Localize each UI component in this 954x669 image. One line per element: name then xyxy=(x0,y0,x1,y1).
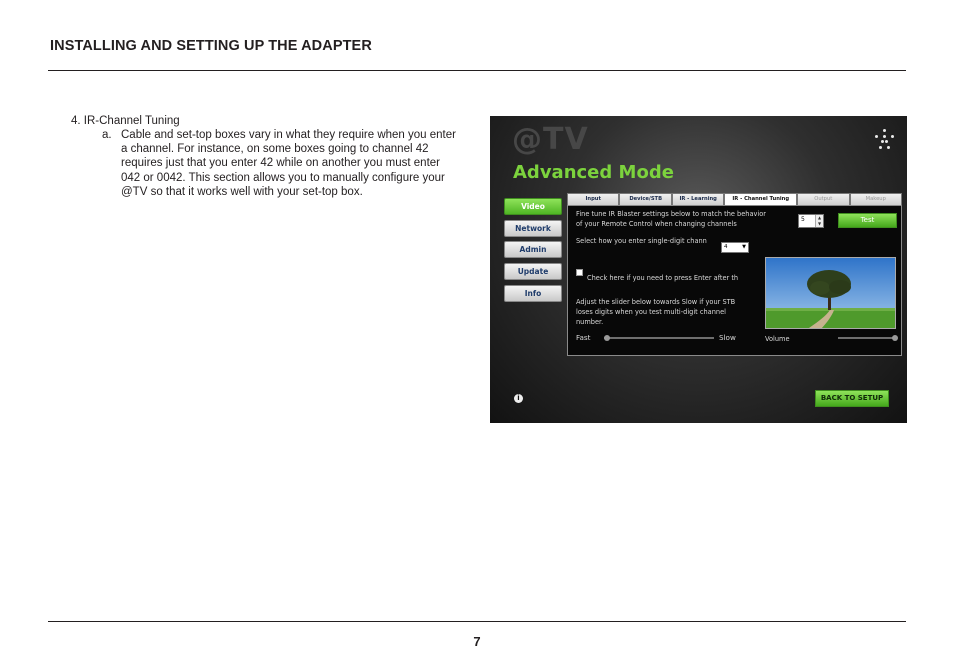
stepper-arrows-icon[interactable]: ▲ ▼ xyxy=(815,215,823,227)
substep-text: Cable and set-top boxes vary in what they require when you enter a channel. For instance, on some boxes going to channel 42 requires just that you enter 42 while on another you must enter 042 or 0042. This section allows you to manually configure your @TV so that it works well with your set-top box. xyxy=(121,129,456,198)
delay-stepper-value: 5 xyxy=(801,216,805,223)
speed-slider-handle[interactable] xyxy=(604,335,610,341)
atv-logo: @TV xyxy=(512,122,589,157)
instruction-line-1: Fine tune IR Blaster settings below to match the behavior xyxy=(576,210,766,218)
nav-admin-button[interactable]: Admin xyxy=(504,241,562,258)
tab-ir-channel-tuning[interactable]: IR - Channel Tuning xyxy=(724,193,797,205)
settings-tabs xyxy=(567,193,902,205)
slider-help-line-2: loses digits when you test multi-digit channel xyxy=(576,308,726,316)
info-icon[interactable]: i xyxy=(514,394,523,403)
substep-marker: a. xyxy=(102,129,112,141)
nav-info-button[interactable]: Info xyxy=(504,285,562,302)
header-divider xyxy=(48,70,906,71)
substep-a xyxy=(102,128,462,199)
tab-device-stb[interactable]: Device/STB xyxy=(619,193,671,205)
speed-slider-track[interactable] xyxy=(604,337,714,339)
single-digit-select-value: 4 xyxy=(724,244,728,250)
page-number: 7 xyxy=(473,634,481,649)
delay-stepper[interactable] xyxy=(798,214,824,228)
tab-output[interactable]: Output xyxy=(797,193,849,205)
advanced-mode-title: Advanced Mode xyxy=(513,162,674,183)
slow-label: Slow xyxy=(719,333,736,342)
fast-label: Fast xyxy=(576,333,591,342)
footer-divider xyxy=(48,621,906,622)
tab-ir-learning[interactable]: IR - Learning xyxy=(672,193,724,205)
slider-help-line-3: number. xyxy=(576,318,604,326)
tree-landscape-image xyxy=(765,257,896,329)
tab-input[interactable]: Input xyxy=(567,193,619,205)
enter-after-channel-checkbox[interactable] xyxy=(576,269,583,276)
nav-update-button[interactable]: Update xyxy=(504,263,562,280)
enter-after-label: Check here if you need to press Enter after th xyxy=(587,274,739,282)
test-button[interactable]: Test xyxy=(838,213,897,228)
nav-video-button[interactable]: Video xyxy=(504,198,562,215)
single-digit-label: Select how you enter single-digit chann xyxy=(576,237,707,245)
nav-network-button[interactable]: Network xyxy=(504,220,562,237)
page-title: INSTALLING AND SETTING UP THE ADAPTER xyxy=(50,38,372,54)
volume-label: Volume xyxy=(765,335,790,343)
channel-tuning-panel xyxy=(567,205,902,356)
tab-makeup[interactable]: Makeup xyxy=(850,193,902,205)
single-digit-select[interactable] xyxy=(721,242,749,253)
chevron-down-icon: ▼ xyxy=(742,244,746,250)
volume-slider-handle[interactable] xyxy=(892,335,898,341)
atv-screenshot xyxy=(490,116,907,423)
belkin-logo-icon xyxy=(873,129,897,153)
back-to-setup-button[interactable]: BACK TO SETUP xyxy=(815,390,889,407)
step-heading: 4. IR-Channel Tuning xyxy=(71,115,180,127)
instruction-line-2: of your Remote Control when changing channels xyxy=(576,220,737,228)
volume-slider-track[interactable] xyxy=(838,337,896,339)
slider-help-line-1: Adjust the slider below towards Slow if your STB xyxy=(576,298,736,306)
